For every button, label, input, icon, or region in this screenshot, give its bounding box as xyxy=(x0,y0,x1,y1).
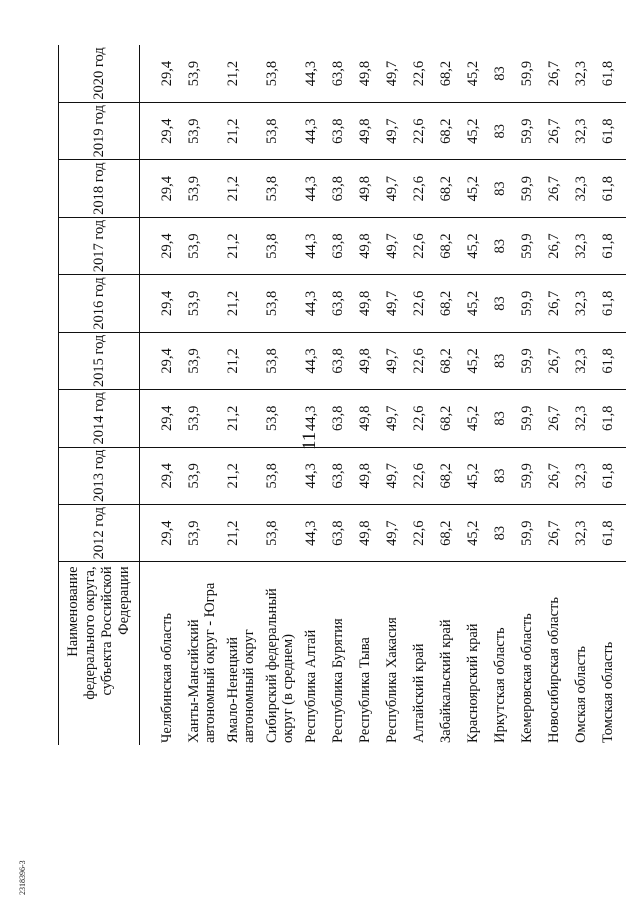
value-cell: 53,8 xyxy=(263,160,302,217)
value-cell: 44,3 xyxy=(302,447,329,504)
header-year: 2014 год xyxy=(59,390,140,447)
value-cell: 44,3 xyxy=(302,217,329,274)
value-cell: 21,2 xyxy=(224,275,263,332)
value-cell: 32,3 xyxy=(572,217,599,274)
value-cell: 53,9 xyxy=(185,332,224,389)
value-cell: 44,3 xyxy=(302,504,329,561)
value-cell: 21,2 xyxy=(224,504,263,561)
value-cell: 21,2 xyxy=(224,103,263,160)
region-name: Омская область xyxy=(573,646,589,743)
value-cell: 53,8 xyxy=(263,390,302,447)
region-name: Иркутская область xyxy=(492,627,508,743)
table-row xyxy=(224,45,263,745)
value-cell: 49,7 xyxy=(383,447,410,504)
value-cell: 32,3 xyxy=(572,275,599,332)
value-cell: 53,8 xyxy=(263,332,302,389)
value-cell: 63,8 xyxy=(329,275,356,332)
value-cell: 59,9 xyxy=(518,217,545,274)
value-cell: 45,2 xyxy=(464,504,491,561)
value-cell: 22,6 xyxy=(410,447,437,504)
header-year: 2018 год xyxy=(59,160,140,217)
value-cell: 32,3 xyxy=(572,504,599,561)
value-cell: 63,8 xyxy=(329,332,356,389)
value-cell: 49,8 xyxy=(356,45,383,103)
value-cell: 45,2 xyxy=(464,217,491,274)
region-name: Новосибирская область xyxy=(546,597,562,743)
value-cell: 53,8 xyxy=(263,504,302,561)
table-row xyxy=(599,45,626,745)
region-name: Кемеровская область xyxy=(519,613,535,743)
value-cell: 22,6 xyxy=(410,45,437,103)
value-cell: 29,4 xyxy=(158,332,185,389)
table-row xyxy=(518,45,545,745)
value-cell: 49,8 xyxy=(356,504,383,561)
value-cell: 49,7 xyxy=(383,160,410,217)
value-cell: 83 xyxy=(491,447,518,504)
value-cell: 22,6 xyxy=(410,103,437,160)
value-cell: 53,8 xyxy=(263,275,302,332)
value-cell: 61,8 xyxy=(599,217,626,274)
region-name: Республика Алтай xyxy=(303,629,319,743)
value-cell: 63,8 xyxy=(329,390,356,447)
value-cell: 45,2 xyxy=(464,160,491,217)
value-cell: 26,7 xyxy=(545,160,572,217)
value-cell: 49,7 xyxy=(383,217,410,274)
value-cell: 44,3 xyxy=(302,160,329,217)
value-cell: 53,9 xyxy=(185,504,224,561)
value-cell: 49,8 xyxy=(356,390,383,447)
value-cell: 26,7 xyxy=(545,217,572,274)
value-cell: 49,8 xyxy=(356,447,383,504)
value-cell: 49,8 xyxy=(356,332,383,389)
header-year: 2016 год xyxy=(59,275,140,332)
value-cell: 53,9 xyxy=(185,390,224,447)
value-cell: 83 xyxy=(491,103,518,160)
value-cell: 68,2 xyxy=(437,45,464,103)
value-cell: 61,8 xyxy=(599,447,626,504)
value-cell: 59,9 xyxy=(518,390,545,447)
value-cell: 68,2 xyxy=(437,447,464,504)
value-cell: 32,3 xyxy=(572,332,599,389)
table-row xyxy=(545,45,572,745)
value-cell: 26,7 xyxy=(545,390,572,447)
value-cell: 45,2 xyxy=(464,45,491,103)
value-cell: 63,8 xyxy=(329,504,356,561)
value-cell: 53,9 xyxy=(185,275,224,332)
value-cell: 26,7 xyxy=(545,447,572,504)
value-cell: 21,2 xyxy=(224,390,263,447)
value-cell: 32,3 xyxy=(572,103,599,160)
value-cell: 59,9 xyxy=(518,275,545,332)
value-cell: 53,9 xyxy=(185,45,224,103)
value-cell: 32,3 xyxy=(572,45,599,103)
value-cell: 63,8 xyxy=(329,447,356,504)
table-row xyxy=(383,45,410,745)
value-cell: 49,7 xyxy=(383,275,410,332)
region-name: Красноярский край xyxy=(465,623,481,743)
table-row xyxy=(491,45,518,745)
value-cell: 61,8 xyxy=(599,390,626,447)
value-cell: 22,6 xyxy=(410,504,437,561)
header-name: Наименование федерального округа, субъекта Российской Федерации xyxy=(59,562,140,745)
value-cell: 21,2 xyxy=(224,332,263,389)
value-cell: 44,3 xyxy=(302,103,329,160)
value-cell: 44,3 xyxy=(302,332,329,389)
value-cell: 68,2 xyxy=(437,332,464,389)
region-name: Челябинская область xyxy=(159,613,175,743)
value-cell: 29,4 xyxy=(158,504,185,561)
value-cell: 32,3 xyxy=(572,447,599,504)
value-cell: 83 xyxy=(491,504,518,561)
value-cell: 59,9 xyxy=(518,45,545,103)
region-name: Ханты-Мансийский автономный округ - Югра xyxy=(186,582,218,743)
value-cell: 59,9 xyxy=(518,160,545,217)
table-row xyxy=(185,45,224,745)
table-row xyxy=(410,45,437,745)
value-cell: 49,8 xyxy=(356,160,383,217)
value-cell: 49,7 xyxy=(383,45,410,103)
value-cell: 21,2 xyxy=(224,160,263,217)
region-name: Томская область xyxy=(600,641,616,743)
value-cell: 53,9 xyxy=(185,447,224,504)
value-cell: 45,2 xyxy=(464,103,491,160)
region-name: Забайкальский край xyxy=(438,619,454,743)
value-cell: 26,7 xyxy=(545,275,572,332)
value-cell: 21,2 xyxy=(224,447,263,504)
region-name: Алтайский край xyxy=(411,643,427,743)
table-row xyxy=(464,45,491,745)
value-cell: 63,8 xyxy=(329,45,356,103)
rotated-table-container xyxy=(58,45,616,745)
value-cell: 59,9 xyxy=(518,447,545,504)
table-header-row xyxy=(59,45,140,745)
value-cell: 53,8 xyxy=(263,447,302,504)
value-cell: 22,6 xyxy=(410,332,437,389)
value-cell: 83 xyxy=(491,217,518,274)
value-cell: 49,7 xyxy=(383,504,410,561)
value-cell: 83 xyxy=(491,332,518,389)
value-cell: 68,2 xyxy=(437,275,464,332)
value-cell: 68,2 xyxy=(437,504,464,561)
value-cell: 22,6 xyxy=(410,390,437,447)
value-cell: 49,8 xyxy=(356,103,383,160)
header-year: 2015 год xyxy=(59,332,140,389)
header-year: 2019 год xyxy=(59,103,140,160)
value-cell: 44,3 xyxy=(302,45,329,103)
table-row xyxy=(329,45,356,745)
value-cell: 26,7 xyxy=(545,103,572,160)
value-cell: 59,9 xyxy=(518,332,545,389)
value-cell: 26,7 xyxy=(545,332,572,389)
value-cell: 44,3 xyxy=(302,390,329,447)
value-cell: 61,8 xyxy=(599,45,626,103)
table-row xyxy=(572,45,599,745)
value-cell: 83 xyxy=(491,160,518,217)
region-name: Сибирский федеральный округ (в среднем) xyxy=(264,588,296,743)
value-cell: 83 xyxy=(491,390,518,447)
value-cell: 49,7 xyxy=(383,103,410,160)
value-cell: 53,8 xyxy=(263,45,302,103)
table-row xyxy=(158,45,185,745)
region-name: Республика Тыва xyxy=(357,637,373,743)
page-number: 11 xyxy=(299,431,320,450)
header-year: 2020 год xyxy=(59,45,140,103)
region-name: Республика Бурятия xyxy=(330,618,346,743)
table-row xyxy=(437,45,464,745)
value-cell: 29,4 xyxy=(158,275,185,332)
spacer-row xyxy=(140,45,159,745)
value-cell: 21,2 xyxy=(224,45,263,103)
value-cell: 59,9 xyxy=(518,103,545,160)
value-cell: 83 xyxy=(491,45,518,103)
table-row xyxy=(302,45,329,745)
value-cell: 32,3 xyxy=(572,160,599,217)
value-cell: 68,2 xyxy=(437,217,464,274)
value-cell: 29,4 xyxy=(158,217,185,274)
table-row xyxy=(356,45,383,745)
value-cell: 44,3 xyxy=(302,275,329,332)
value-cell: 32,3 xyxy=(572,390,599,447)
value-cell: 63,8 xyxy=(329,103,356,160)
value-cell: 68,2 xyxy=(437,160,464,217)
value-cell: 49,8 xyxy=(356,217,383,274)
document-code: 2318396-3 xyxy=(18,860,27,895)
value-cell: 26,7 xyxy=(545,504,572,561)
value-cell: 22,6 xyxy=(410,217,437,274)
value-cell: 29,4 xyxy=(158,160,185,217)
header-year: 2017 год xyxy=(59,217,140,274)
value-cell: 83 xyxy=(491,275,518,332)
value-cell: 45,2 xyxy=(464,275,491,332)
region-name: Ямало-Ненецкий автономный округ xyxy=(225,629,257,743)
value-cell: 68,2 xyxy=(437,390,464,447)
value-cell: 53,9 xyxy=(185,217,224,274)
value-cell: 53,8 xyxy=(263,103,302,160)
value-cell: 68,2 xyxy=(437,103,464,160)
value-cell: 26,7 xyxy=(545,45,572,103)
value-cell: 45,2 xyxy=(464,332,491,389)
value-cell: 29,4 xyxy=(158,45,185,103)
value-cell: 53,9 xyxy=(185,160,224,217)
table-row xyxy=(263,45,302,745)
value-cell: 49,7 xyxy=(383,332,410,389)
value-cell: 61,8 xyxy=(599,504,626,561)
value-cell: 29,4 xyxy=(158,390,185,447)
region-name: Республика Хакасия xyxy=(384,617,400,743)
value-cell: 29,4 xyxy=(158,447,185,504)
value-cell: 53,8 xyxy=(263,217,302,274)
value-cell: 59,9 xyxy=(518,504,545,561)
header-year: 2012 год xyxy=(59,504,140,561)
header-year: 2013 год xyxy=(59,447,140,504)
value-cell: 29,4 xyxy=(158,103,185,160)
value-cell: 45,2 xyxy=(464,447,491,504)
value-cell: 22,6 xyxy=(410,160,437,217)
value-cell: 61,8 xyxy=(599,275,626,332)
value-cell: 49,8 xyxy=(356,275,383,332)
value-cell: 63,8 xyxy=(329,160,356,217)
value-cell: 45,2 xyxy=(464,390,491,447)
data-table xyxy=(58,45,626,745)
value-cell: 61,8 xyxy=(599,103,626,160)
value-cell: 61,8 xyxy=(599,160,626,217)
value-cell: 22,6 xyxy=(410,275,437,332)
value-cell: 49,7 xyxy=(383,390,410,447)
value-cell: 21,2 xyxy=(224,217,263,274)
value-cell: 63,8 xyxy=(329,217,356,274)
value-cell: 53,9 xyxy=(185,103,224,160)
value-cell: 61,8 xyxy=(599,332,626,389)
